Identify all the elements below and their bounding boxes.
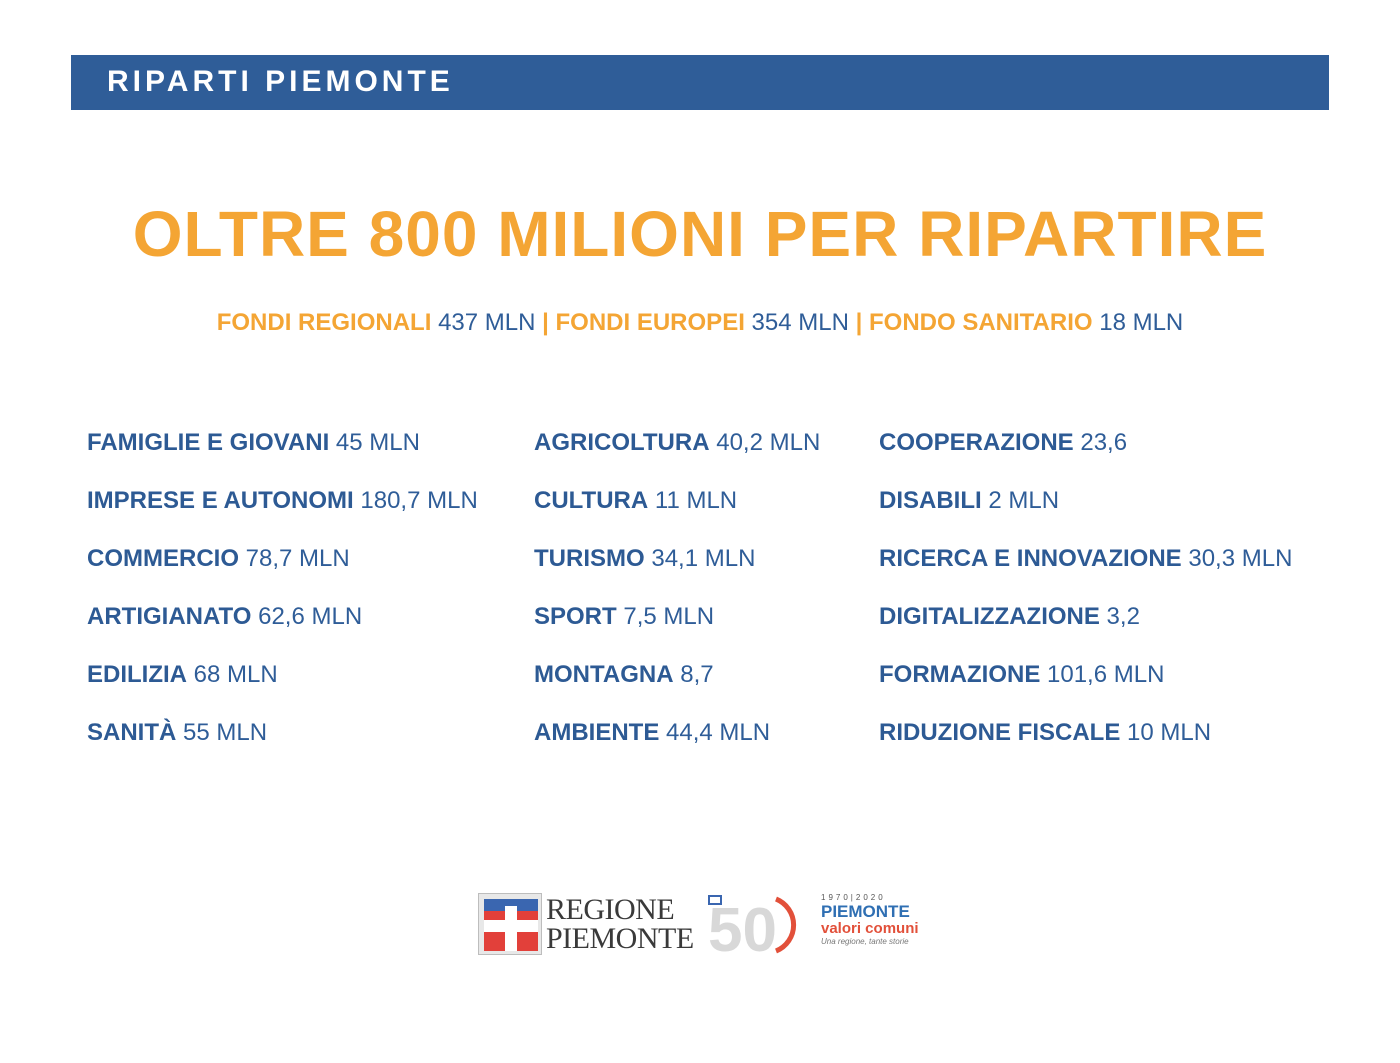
fund-separator: | <box>855 309 863 336</box>
item-value: 10 MLN <box>1127 719 1212 746</box>
item-value: 78,7 MLN <box>245 545 350 572</box>
item-value: 180,7 MLN <box>360 487 478 514</box>
list-item <box>879 486 1292 544</box>
item-value: 40,2 MLN <box>716 429 821 456</box>
header-title: RIPARTI PIEMONTE <box>107 65 454 98</box>
item-label: RICERCA E INNOVAZIONE <box>879 545 1182 572</box>
list-item <box>87 486 478 544</box>
list-item <box>534 718 820 776</box>
fund-health-value: 18 MLN <box>1099 309 1184 336</box>
item-label: SANITÀ <box>87 719 177 746</box>
anniversary-name: PIEMONTE <box>821 902 910 921</box>
item-value: 7,5 MLN <box>623 603 715 630</box>
fund-separator: | <box>542 309 549 336</box>
list-item <box>534 428 820 486</box>
regione-piemonte-logo <box>478 893 694 955</box>
item-value: 34,1 MLN <box>651 545 756 572</box>
regione-crest-icon <box>478 893 542 955</box>
item-label: TURISMO <box>534 545 645 572</box>
anniversary-years: 1970|2020 <box>821 893 886 902</box>
list-item <box>879 544 1292 602</box>
list-item <box>879 428 1292 486</box>
anniversary-tagline: Una regione, tante storie <box>821 937 909 946</box>
list-item <box>879 660 1292 718</box>
item-label: EDILIZIA <box>87 661 187 688</box>
item-label: DISABILI <box>879 487 982 514</box>
item-label: COOPERAZIONE <box>879 429 1074 456</box>
item-label: ARTIGIANATO <box>87 603 252 630</box>
allocation-column-1 <box>87 428 478 776</box>
item-value: 55 MLN <box>183 719 268 746</box>
fund-regional-value: 437 MLN <box>438 309 536 336</box>
item-value: 101,6 MLN <box>1047 661 1165 688</box>
item-label: IMPRESE E AUTONOMI <box>87 487 354 514</box>
item-value: 44,4 MLN <box>666 719 771 746</box>
item-label: RIDUZIONE FISCALE <box>879 719 1121 746</box>
list-item <box>87 718 478 776</box>
list-item <box>87 602 478 660</box>
allocation-column-2 <box>534 428 820 776</box>
item-value: 8,7 <box>680 661 714 688</box>
list-item <box>534 660 820 718</box>
item-value: 3,2 <box>1106 603 1140 630</box>
allocation-column-3 <box>879 428 1292 776</box>
anniversary-motto: valori comuni <box>821 920 919 937</box>
list-item <box>87 660 478 718</box>
list-item <box>534 486 820 544</box>
item-label: CULTURA <box>534 487 649 514</box>
fund-european-value: 354 MLN <box>751 309 849 336</box>
item-value: 62,6 MLN <box>258 603 363 630</box>
list-item <box>534 544 820 602</box>
fund-health-label: FONDO SANITARIO <box>869 309 1093 336</box>
regione-logo-text <box>546 895 694 953</box>
item-label: AGRICOLTURA <box>534 429 710 456</box>
item-value: 2 MLN <box>988 487 1060 514</box>
item-label: COMMERCIO <box>87 545 239 572</box>
item-value: 45 MLN <box>335 429 420 456</box>
page-title: OLTRE 800 MILIONI PER RIPARTIRE <box>132 198 1268 270</box>
funding-summary <box>0 308 1400 338</box>
item-label: MONTAGNA <box>534 661 674 688</box>
list-item <box>879 718 1292 776</box>
regione-logo-line2: PIEMONTE <box>546 922 694 955</box>
list-item <box>534 602 820 660</box>
anniversary-logo <box>706 893 926 955</box>
item-value: 11 MLN <box>654 487 738 514</box>
item-label: AMBIENTE <box>534 719 660 746</box>
fund-regional-label: FONDI REGIONALI <box>216 309 432 336</box>
fund-european-label: FONDI EUROPEI <box>555 309 745 336</box>
header-bar <box>71 55 1329 110</box>
regione-logo-line1: REGIONE <box>546 893 675 926</box>
item-value: 68 MLN <box>193 661 278 688</box>
item-label: SPORT <box>534 603 617 630</box>
item-label: FORMAZIONE <box>879 661 1041 688</box>
list-item <box>879 602 1292 660</box>
list-item <box>87 544 478 602</box>
item-value: 23,6 <box>1080 429 1128 456</box>
fifty-anniversary-icon <box>706 893 816 955</box>
item-label: FAMIGLIE E GIOVANI <box>87 429 330 456</box>
anniversary-number: 50 <box>708 896 777 955</box>
item-value: 30,3 MLN <box>1188 545 1293 572</box>
list-item <box>87 428 478 486</box>
anniversary-text <box>821 893 919 947</box>
item-label: DIGITALIZZAZIONE <box>879 603 1100 630</box>
